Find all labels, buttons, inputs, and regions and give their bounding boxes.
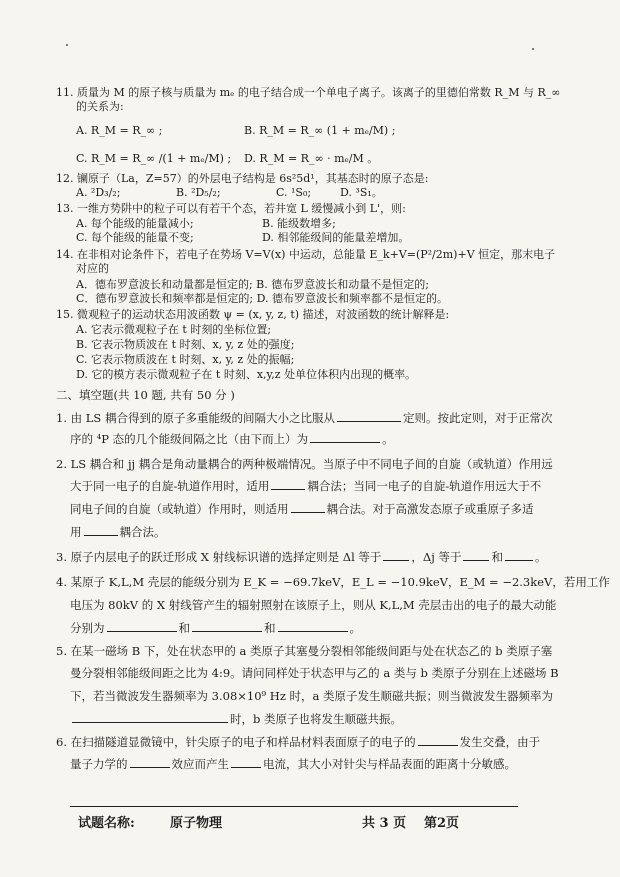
fill3-line (56, 550, 546, 564)
q15-option-b: B. 它表示物质波在 t 时刻、x, y, z 处的强度; (76, 338, 295, 351)
fill3-text-d: 。 (534, 550, 547, 564)
fill4-blank-m[interactable] (278, 621, 348, 632)
fill1-blank-ratio[interactable] (310, 432, 380, 443)
fill4-blank-l[interactable] (192, 621, 262, 632)
fill4-line2: 电压为 80kV 的 X 射线管产生的辐射照射在该原子上，则从 K,L,M 壳层击出的电子的最大动能 (70, 598, 557, 612)
fill6-line2 (70, 757, 516, 771)
q15-stem: 15. 微观粒子的运动状态用波函数 ψ = (x, y, z, t) 描述，对波函数的统计解释是: (56, 308, 450, 321)
q11-stem: 11. 质量为 M 的原子核与质量为 mₑ 的电子结合成一个单电子离子。该离子的里德伯常数 R_M 与 R_∞ (56, 86, 561, 99)
fill2-blank-3[interactable] (84, 525, 118, 536)
q13-option-a: A. 每个能级的能量减小; (76, 217, 194, 230)
q13-option-d: D. 相邻能级间的能量差增加。 (262, 231, 410, 244)
fill6-blank-2[interactable] (130, 757, 170, 768)
fill2-text-c: 同电子间的自旋（或轨道）作用时，则适用 (70, 502, 289, 516)
fill2-line3 (70, 502, 534, 516)
fill4-line1: 4. 某原子 K,L,M 壳层的能级分别为 E_K = −69.7keV，E_L = −10.9keV，E_M = −2.3keV，若用工作 (56, 575, 610, 589)
q14-options-ab: A．德布罗意波长和动量都是恒定的; B. 德布罗意波长和动量不是恒定的; (76, 278, 429, 291)
q12-option-d: D. ³S₁。 (340, 186, 383, 199)
fill6-text-e: 电流，其大小对针尖与样品表面的距离十分敏感。 (263, 757, 516, 771)
speck (66, 44, 68, 46)
q11-option-c: C. R_M = R_∞ /(1 + mₑ/M) ; (76, 152, 232, 165)
fill3-text-b: ，Δj 等于 (411, 550, 462, 564)
fill2-text-b: 耦合法；当同一电子的自旋-轨道作用远大于不 (307, 479, 542, 493)
fill2-text-d: 耦合法。对于高激发态原子或重原子多适 (326, 502, 534, 516)
fill4-text-b: 和 (178, 621, 190, 635)
q14-stem-cont: 对应的 (76, 262, 109, 275)
speck (532, 48, 534, 50)
fill3-text-a: 3. 原子内层电子的跃迁形成 X 射线标识谱的选择定则是 Δl 等于 (56, 550, 382, 564)
fill2-blank-2[interactable] (291, 502, 325, 513)
fill5-line3: 下，若当微波发生器频率为 3.08×10⁹ Hz 时，a 类原子发生顺磁共振；则当微波发生器频率为 (70, 689, 554, 703)
q15-option-a: A. 它表示微观粒子在 t 时刻的坐标位置; (76, 323, 272, 336)
fill6-text-d: 效应而产生 (171, 757, 229, 771)
fill2-blank-1[interactable] (271, 479, 305, 490)
q12-option-b: B. ²D₅/₂; (176, 186, 221, 199)
fill4-text-c: 和 (264, 621, 276, 635)
q12-stem: 12. 镧原子（La，Z=57）的外层电子结构是 6s²5d¹，其基态时的原子态是: (56, 172, 429, 185)
fill6-blank-1[interactable] (418, 735, 458, 746)
fill3-text-c: 和 (491, 550, 503, 564)
footer-label: 试题名称: (78, 816, 135, 831)
fill2-text-f: 耦合法。 (119, 525, 166, 539)
footer-subject: 原子物理 (170, 816, 223, 831)
fill5-line1: 5. 在某一磁场 B 下，处在状态甲的 a 类原子其塞曼分裂相邻能级间距与处在状态乙的 b 类原子塞 (56, 644, 553, 658)
fill2-line4 (70, 525, 166, 539)
footer-total-pages: 共 3 页 (362, 816, 407, 831)
fill5-text-a: 时，b 类原子也将发生顺磁共振。 (230, 712, 403, 726)
fill1-text-d: 。 (382, 432, 394, 446)
fill5-blank-frequency[interactable] (72, 712, 228, 723)
fill5-line2: 曼分裂相邻能级间距之比为 4:9。请问同样处于状态甲与乙的 a 类与 b 类原子分别在上述磁场 B (70, 666, 559, 680)
fill6-blank-3[interactable] (231, 757, 261, 768)
footer-page-number: 第2页 (424, 816, 460, 831)
fill6-text-b: 发生交叠，由于 (459, 735, 541, 749)
fill6-text-c: 量子力学的 (70, 757, 128, 771)
q12-option-a: A. ²D₃/₂; (76, 186, 121, 199)
fill6-text-a: 6. 在扫描隧道显微镜中，针尖原子的电子和样品材料表面原子的电子的 (56, 735, 416, 749)
q12-option-c: C. ¹S₀; (276, 186, 312, 199)
footer-divider (70, 806, 518, 807)
q14-stem: 14. 在非相对论条件下，若电子在势场 V=V(x) 中运动，总能量 E_k+V=(P²/2m)+V 恒定，那末电子 (56, 248, 556, 261)
fill3-blank-dl[interactable] (383, 550, 409, 561)
fill1-blank-rule[interactable] (337, 411, 401, 422)
fill1-text-b: 定则。按此定则，对于正常次 (402, 411, 553, 425)
q14-options-cd: C．德布罗意波长和频率都是恒定的; D. 德布罗意波长和频率都不是恒定的。 (76, 292, 449, 305)
q11-option-a: A. R_M = R_∞ ; (76, 124, 163, 137)
q15-option-d: D. 它的模方表示微观粒子在 t 时刻、x,y,z 处单位体积内出现的概率。 (76, 368, 417, 381)
fill1-text-c: 序的 ⁴P 态的几个能级间隔之比（由下而上）为 (70, 432, 309, 446)
fill2-text-a: 大于同一电子的自旋-轨道作用时，适用 (70, 479, 270, 493)
fill2-text-e: 用 (70, 525, 82, 539)
fill4-line3 (70, 621, 361, 635)
q11-option-d: D. R_M = R_∞ · mₑ/M 。 (244, 152, 379, 165)
fill3-blank-dj2[interactable] (505, 550, 533, 561)
fill3-blank-dj1[interactable] (463, 550, 489, 561)
q15-option-c: C. 它表示物质波在 t 时刻、x, y, z 处的振幅; (76, 353, 295, 366)
fill6-line1 (56, 735, 540, 749)
fill2-line2 (70, 479, 541, 493)
q13-option-c: C. 每个能级的能量不变; (76, 231, 194, 244)
fill4-text-a: 分别为 (70, 621, 105, 635)
q13-option-b: B. 能级数增多; (262, 217, 336, 230)
fill1-line2 (70, 432, 394, 446)
fill2-line1: 2. LS 耦合和 jj 耦合是角动量耦合的两种极端情况。当原子中不同电子间的自旋（或轨道）作用远 (56, 457, 553, 471)
q11-option-b: B. R_M = R_∞ (1 + mₑ/M) ; (244, 124, 396, 137)
section-title: 二、填空题(共 10 题, 共有 50 分 ) (56, 388, 235, 402)
q11-stem-cont: 的关系为: (76, 100, 124, 113)
fill4-blank-k[interactable] (107, 621, 177, 632)
fill5-line4 (70, 712, 402, 726)
fill1-line1 (56, 411, 552, 425)
q13-stem: 13. 一维方势阱中的粒子可以有若干个态，若井宽 L 缓慢减小到 L'，则: (56, 202, 406, 215)
fill1-text-a: 1. 由 LS 耦合得到的原子多重能级的间隔大小之比服从 (56, 411, 335, 425)
fill4-text-d: 。 (349, 621, 361, 635)
